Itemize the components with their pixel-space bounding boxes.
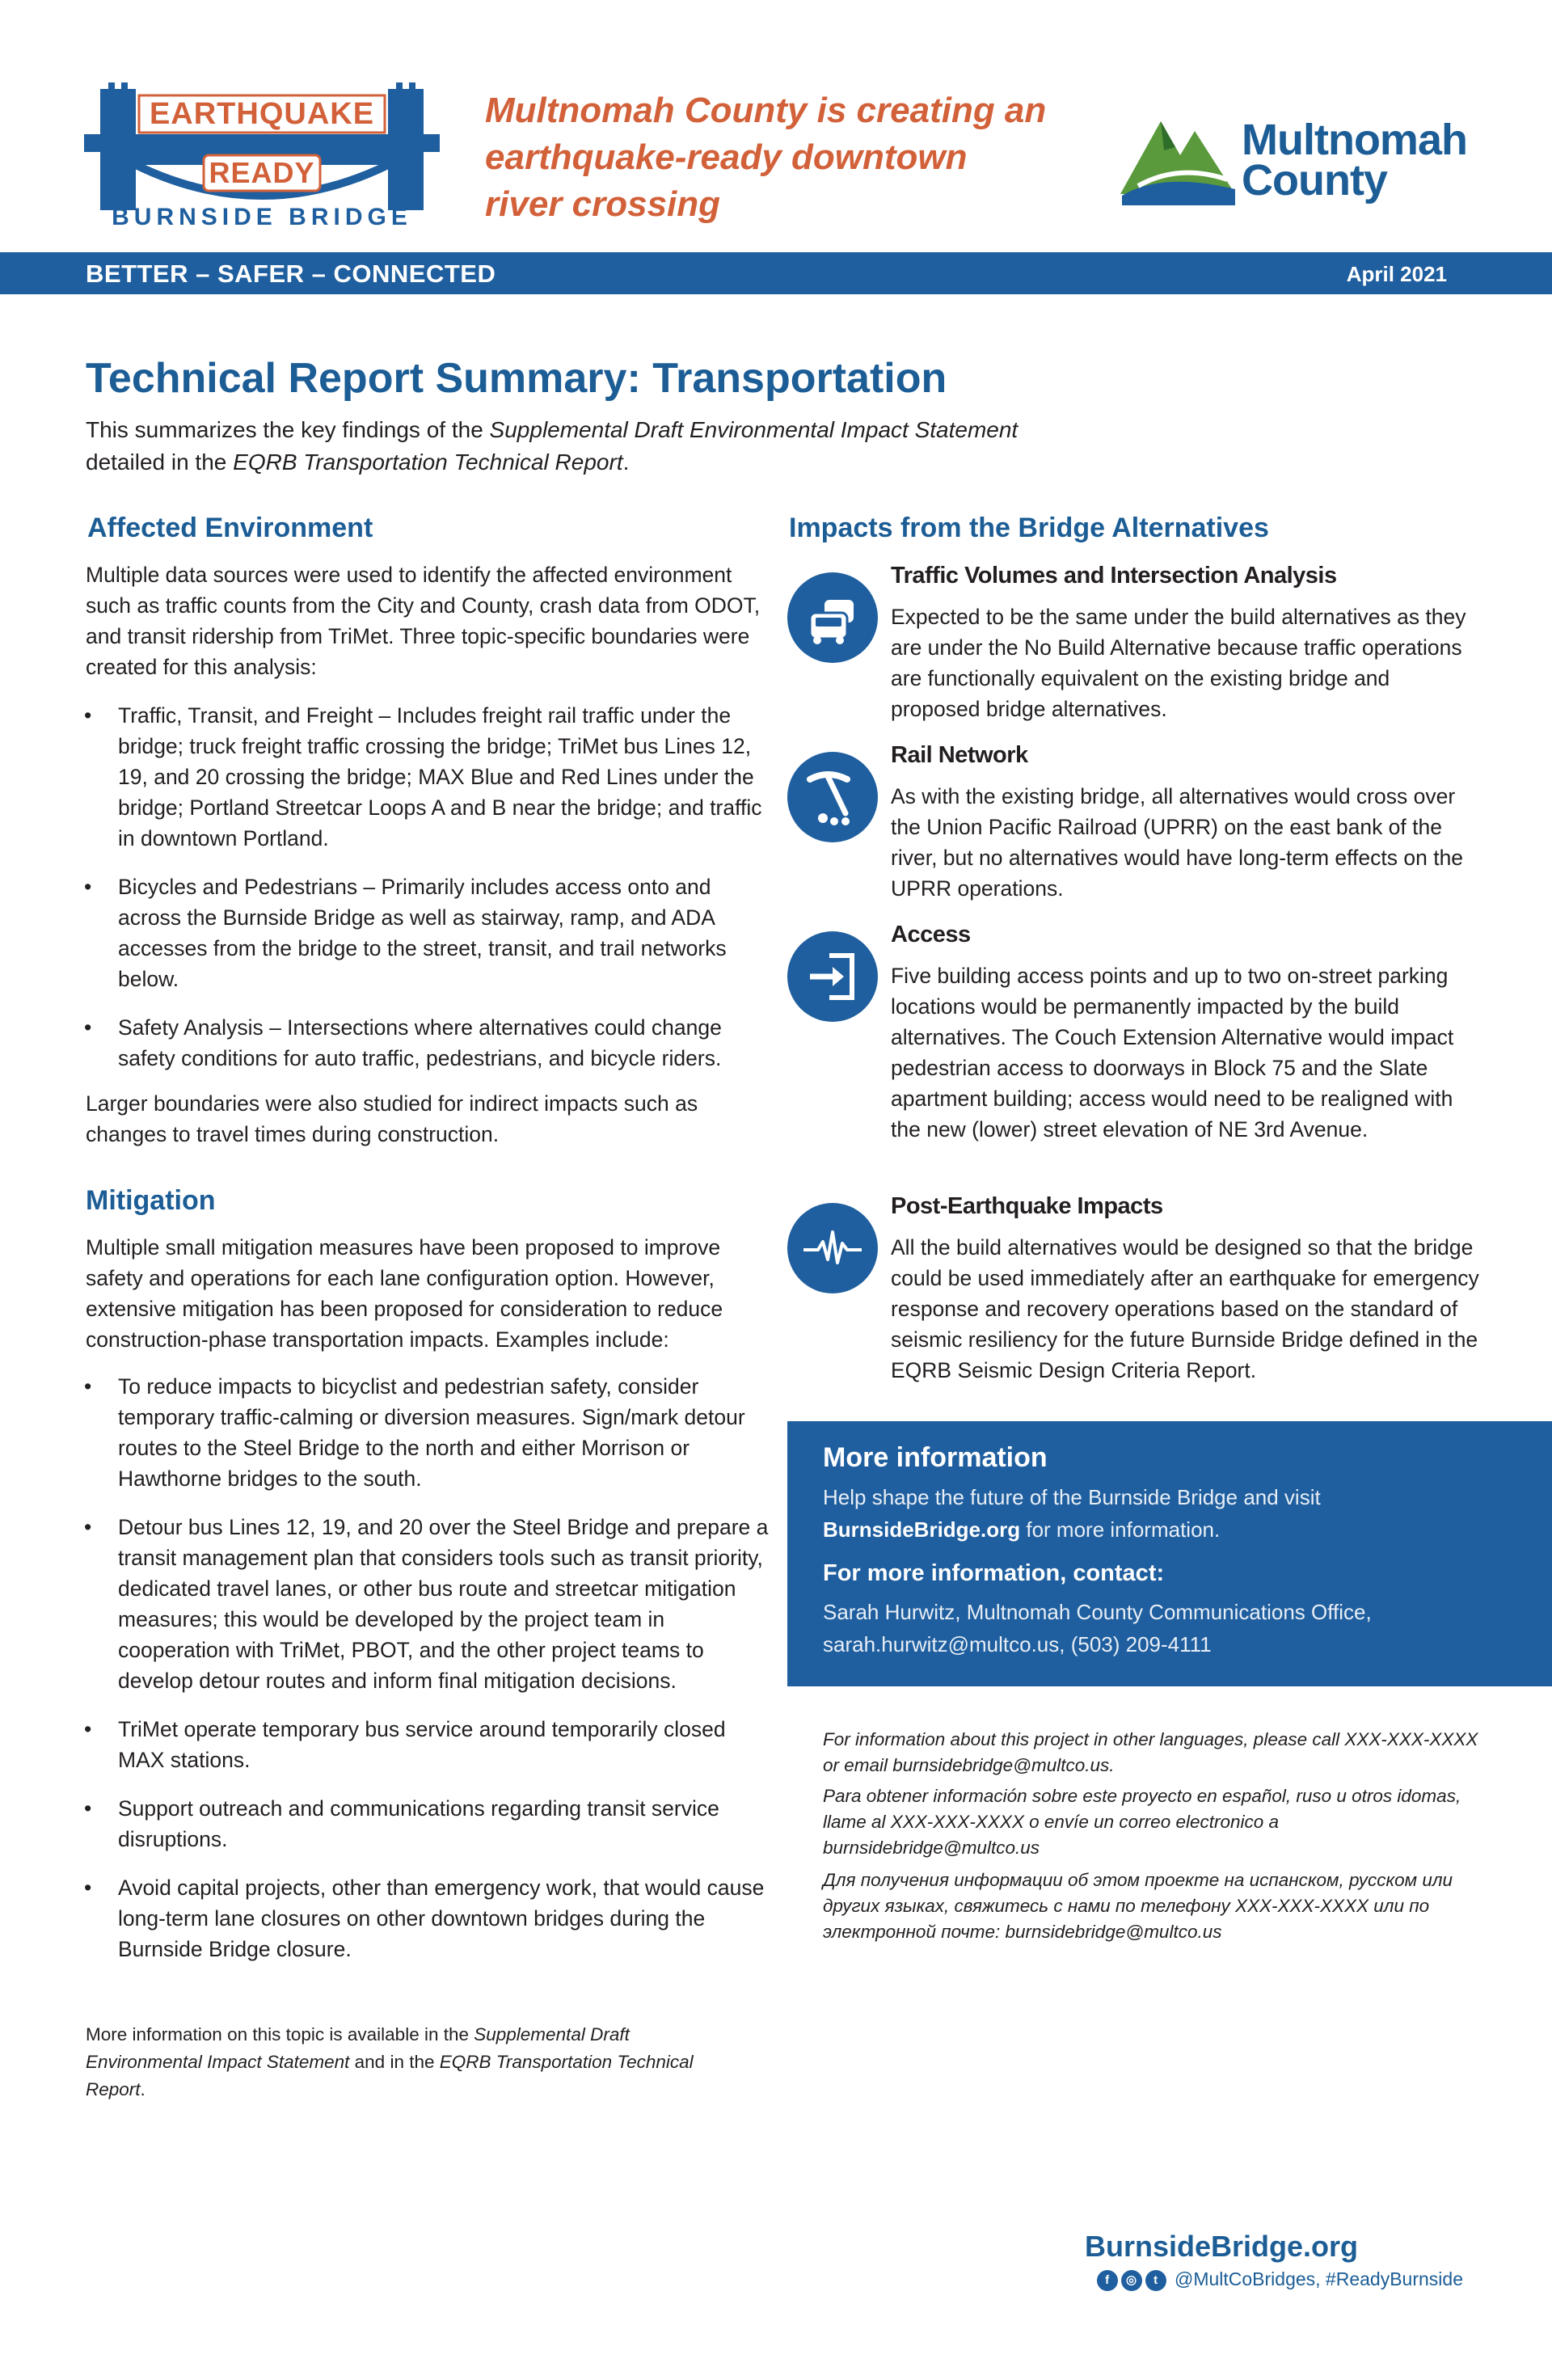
note-text-mid: and in the [349,2052,440,2072]
intro-report-name: EQRB Transportation Technical Report [233,449,623,475]
impact-body: Expected to be the same under the build alternatives as they are under the No Build Alternative because traffic operations are functionally equivalent on the existing bridge and proposed bridge alternatives. [891,605,1466,721]
mountain-logo-icon [1114,99,1243,220]
more-info-text-post: for more information. [1020,1517,1221,1542]
more-info-text-pre: Help shape the future of the Burnside Bridge and visit [823,1485,1321,1509]
intro-paragraph [86,414,1137,479]
logo-ready-text: READY [209,156,315,189]
tagline: Multnomah County is creating an earthquake-ready downtown river crossing [485,91,1047,224]
mitigation-list [84,1371,773,1982]
website-link[interactable]: BurnsideBridge.org [823,1517,1021,1542]
earthquake-ready-logo [84,81,440,234]
language-note-spanish: Para obtener información sobre este proyecto en español, ruso u otros idomas, llame al XXX-XXX-XXXX o envíe un correo electronico a burnsidebridge@multco.us [823,1786,1461,1858]
footer-website-link[interactable]: BurnsideBridge.org [1084,2230,1358,2263]
note-period: . [140,2079,146,2099]
intro-period: . [622,449,630,475]
note-text: More information on this topic is available in the [86,2024,474,2045]
list-item: • Support outreach and communications regarding transit service disruptions. [84,1793,773,1855]
contact-line1: Sarah Hurwitz, Multnomah County Communications Office, [823,1600,1372,1624]
affected-closing: Larger boundaries were also studied for indirect impacts such as changes to travel times during construction. [86,1091,698,1146]
list-item: • Bicycles and Pedestrians – Primarily includes access onto and across the Burnside Bridge as well as stairway, ramp, and ADA accesses from the bridge to the street, transit, and trail networks below. [84,871,765,994]
page-title: Technical Report Summary: Transportation [86,355,947,402]
intro-text: This summarizes the key findings of the [86,417,490,442]
logo-burnside-text: BURNSIDE BRIDGE [112,204,412,230]
language-note-english: For information about this project in other languages, please call XXX-XXX-XXXX or email burnsidebridge@multco.us. [823,1729,1478,1775]
affected-list [84,700,765,1091]
impact-body: All the build alternatives would be designed so that the bridge could be used immediately after an earthquake for emergency response and recovery operations based on the standard of seismic resiliency for the future Burnside Bridge defined in the EQRB Seismic Design Criteria Report. [891,1235,1479,1382]
intro-text-mid: detailed in the [86,449,234,475]
social-links [1097,2268,1463,2291]
contact-heading: For more information, contact: [823,1560,1165,1586]
seismograph-icon [787,1203,878,1293]
facebook-icon[interactable]: f [1097,2270,1118,2291]
note-report-name: EQRB Transportation Technical Report [86,2052,694,2099]
access-door-icon [787,931,878,1022]
twitter-icon[interactable]: t [1145,2270,1166,2291]
list-item: • Avoid capital projects, other than emergency work, that would cause long-term lane closures on other downtown bridges during the Burnside Bridge closure. [84,1872,773,1964]
impacts-heading: Impacts from the Bridge Alternatives [789,513,1269,543]
list-item: • TriMet operate temporary bus service around temporarily closed MAX stations. [84,1714,773,1775]
rail-pickaxe-icon [787,752,878,842]
header-banner [0,252,1552,294]
mitigation-heading: Mitigation [86,1185,216,1216]
county-logo-line2: County [1242,156,1387,205]
impact-title: Post-Earthquake Impacts [891,1193,1163,1219]
more-info-box [787,1421,1552,1686]
affected-heading: Affected Environment [87,513,373,543]
impact-title: Access [891,922,971,947]
logo-earthquake-text: EARTHQUAKE [149,97,375,131]
social-handles: @MultCoBridges, #ReadyBurnside [1174,2268,1463,2289]
more-info-heading: More information [823,1442,1048,1473]
affected-intro: Multiple data sources were used to identify the affected environment such as traffic counts from the City and County, crash data from ODOT, and transit ridership from TriMet. Three topic-specific boundaries were created for this analysis: [86,563,761,679]
list-item: • Safety Analysis – Intersections where alternatives could change safety conditions for auto traffic, pedestrians, and bicycle riders. [84,1012,765,1074]
intro-doc-name: Supplemental Draft Environmental Impact Statement [489,417,1018,442]
instagram-icon[interactable]: ◎ [1121,2270,1142,2291]
traffic-cars-icon [787,572,878,663]
impact-body: Five building access points and up to two on-street parking locations would be permanently impacted by the build alternatives. The Couch Extension Alternative would impact pedestrian access to doorways in Block 75 and the Slate apartment building; access would need to be realigned with the new (lower) street elevation of NE 3rd Avenue. [891,964,1454,1141]
motto: BETTER – SAFER – CONNECTED [86,260,496,288]
language-note-russian: Для получения информации об этом проекте на испанском, русском или других языках, свяжитесь с нами по телефону XXX-XXX-XXXX или по электронной почте: burnsidebridge@multco.us [823,1870,1453,1942]
list-item: • To reduce impacts to bicyclist and pedestrian safety, consider temporary traffic-calming or diversion measures. Sign/mark detour routes to the Steel Bridge to the north and either Morrison or Hawthorne bridges to the south. [84,1371,773,1494]
list-item: • Detour bus Lines 12, 19, and 20 over the Steel Bridge and prepare a transit management plan that considers tools such as transit priority, dedicated travel lanes, or other bus route and streetcar mitigation measures; this would be developed by the project team in cooperation with TriMet, PBOT, and the other project teams to develop detour routes and inform final mitigation decisions. [84,1512,773,1696]
contact-email-phone[interactable]: sarah.hurwitz@multco.us, (503) 209-4111 [823,1632,1212,1656]
note-doc-name: Supplemental Draft Environmental Impact Statement [86,2024,630,2072]
multnomah-county-logo [1114,99,1486,220]
publication-date: April 2021 [1346,262,1447,286]
more-topic-note [86,2021,724,2104]
impact-body: As with the existing bridge, all alternatives would cross over the Union Pacific Railroad (UPRR) on the east bank of the river, but no alternatives would have long-term effects on the UPRR operations. [891,784,1464,901]
contact-text [823,1596,1518,1661]
more-info-text [823,1481,1518,1546]
list-item: • Traffic, Transit, and Freight – Includes freight rail traffic under the bridge; truck freight traffic crossing the bridge; TriMet bus Lines 12, 19, and 20 crossing the bridge; MAX Blue and Red Lines under the bridge; Portland Streetcar Loops A and B near the bridge; and traffic in downtown Portland. [84,700,765,854]
impact-title: Traffic Volumes and Intersection Analysis [891,563,1337,589]
county-logo-line1: Multnomah [1242,116,1467,164]
impact-title: Rail Network [891,742,1028,768]
mitigation-intro: Multiple small mitigation measures have been proposed to improve safety and operations for each lane configuration option. However, extensive mitigation has been proposed for consideration to reduce construction-phase transportation impacts. Examples include: [86,1235,723,1352]
